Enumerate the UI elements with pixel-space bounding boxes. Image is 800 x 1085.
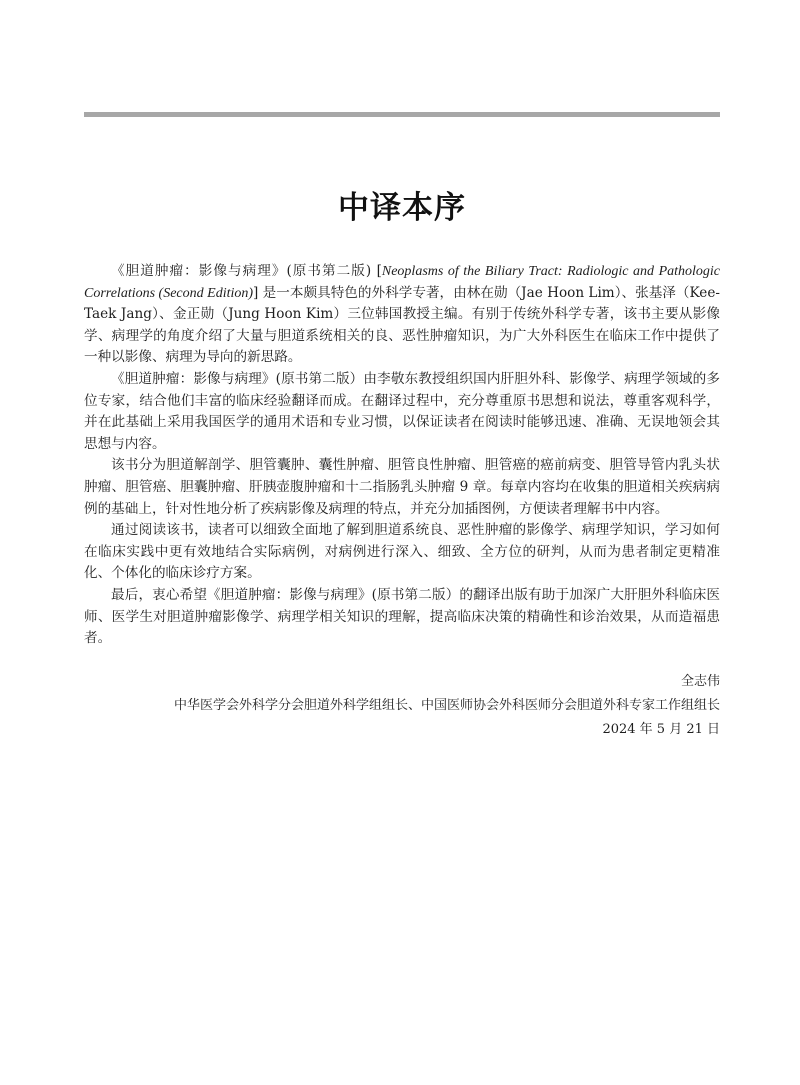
paragraph-intro-part2: ] 是一本颇具特色的外科学专著，由林在勋（Jae Hoon Lim）、张基泽（Kee-Taek Jang）、金正勋（Jung Hoon Kim）三位韩国教授主编。有别于传统外科学专著，该书主要从影像学、病理学的角度介绍了大量与胆道系统相关的良、恶性肿瘤知识，为广大外科医生在临床工作中提供了一种以影像、病理为导向的新思路。 <box>84 284 720 366</box>
paragraph-intro <box>84 261 720 369</box>
top-rule <box>84 112 720 117</box>
signature-date: 2024 年 5 月 21 日 <box>602 722 720 737</box>
paragraph-reading-benefits: 通过阅读该书，读者可以细致全面地了解到胆道系统良、恶性肿瘤的影像学、病理学知识，学习如何在临床实践中更有效地结合实际病例，对病例进行深入、细致、全方位的研判，从而为患者制定更精准化、个体化的临床诊疗方案。 <box>84 522 720 582</box>
signature-affiliation: 中华医学会外科学分会胆道外科学组组长、中国医师协会外科医师分会胆道外科专家工作组组长 <box>173 698 720 713</box>
paragraph-chapters: 该书分为胆道解剖学、胆管囊肿、囊性肿瘤、胆管良性肿瘤、胆管癌的癌前病变、胆管导管内乳头状肿瘤、胆管癌、胆囊肿瘤、肝胰壶腹肿瘤和十二指肠乳头肿瘤 9 章。每章内容均在收集的胆道相关疾病病例的基础上，针对性地分析了疾病影像及病理的特点，并充分加插图例，方便读者理解书中内容。 <box>84 457 720 517</box>
paragraph-translation: 《胆道肿瘤：影像与病理》(原书第二版）由李敬东教授组织国内肝胆外科、影像学、病理学领域的多位专家，结合他们丰富的临床经验翻译而成。在翻译过程中，充分尊重原书思想和说法，尊重客观科学，并在此基础上采用我国医学的通用术语和专业习惯，以保证读者在阅读时能够迅速、准确、无误地领会其思想与内容。 <box>84 370 720 452</box>
signature-block <box>84 670 720 742</box>
paragraph-intro-part1: 《胆道肿瘤：影像与病理》(原书第二版) [ <box>111 263 382 279</box>
page-title: 中译本序 <box>338 190 466 226</box>
english-book-title: Neoplasms of the Biliary Tract: Radiologic and Pathologic Correlations (Second Edition) <box>84 264 720 301</box>
body-text <box>84 261 720 650</box>
paragraph-closing: 最后，衷心希望《胆道肿瘤：影像与病理》(原书第二版）的翻译出版有助于加深广大肝胆外科临床医师、医学生对胆道肿瘤影像学、病理学相关知识的理解，提高临床决策的精确性和诊治效果，从而造福患者。 <box>84 586 720 647</box>
signature-name: 全志伟 <box>680 674 720 689</box>
